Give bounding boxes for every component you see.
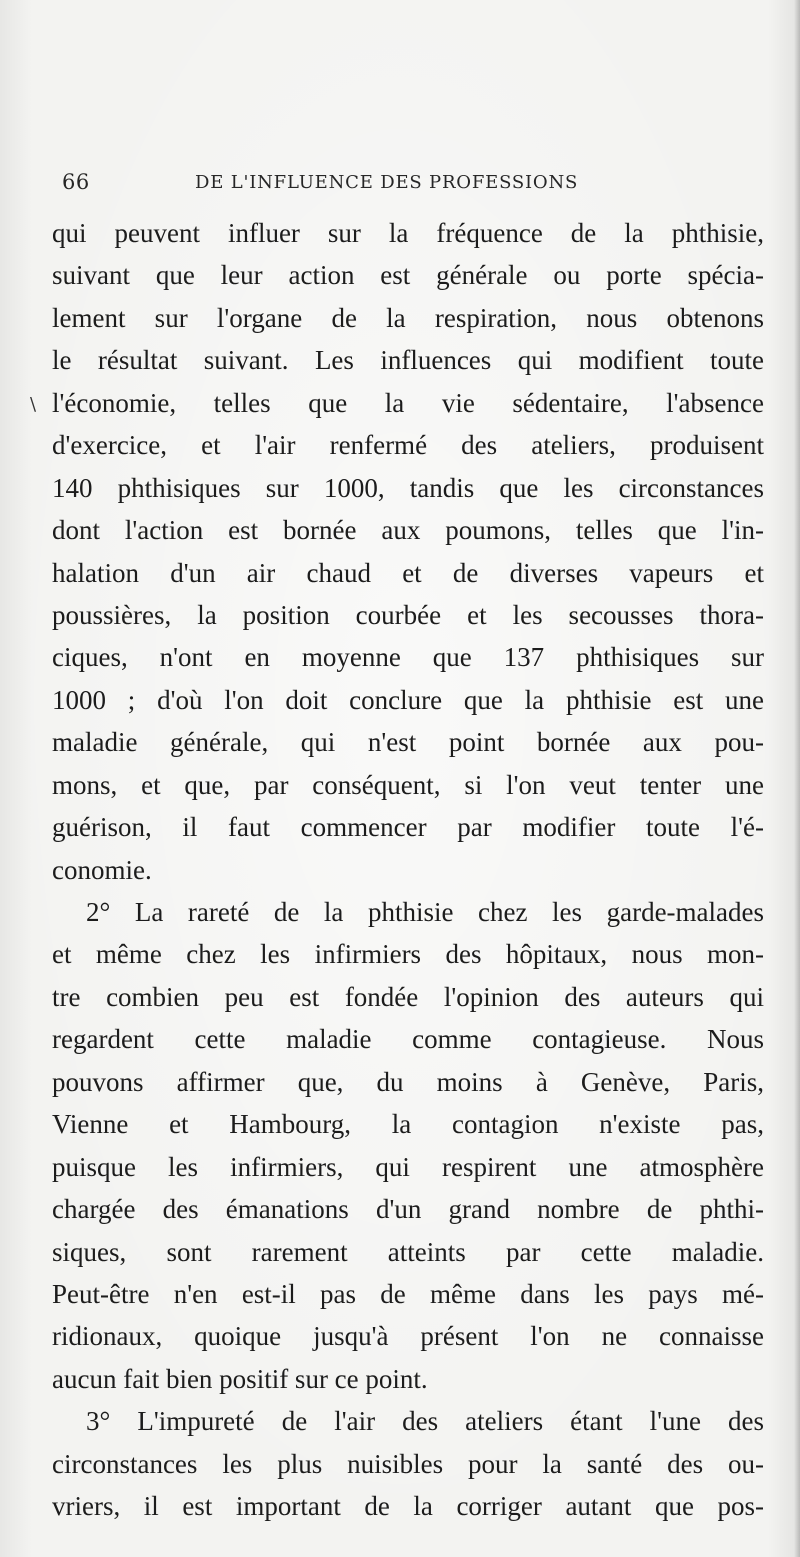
text-line: suivant que leur action est générale ou porte spécia-: [52, 260, 764, 291]
text-line: pouvons affirmer que, du moins à Genève, Paris,: [52, 1066, 764, 1097]
text-line: maladie générale, qui n'est point bornée aux pou-: [52, 727, 764, 758]
text-line: d'exercice, et l'air renfermé des ateliers, produisent: [52, 430, 764, 461]
text-line: mons, et que, par conséquent, si l'on veut tenter une: [52, 769, 764, 800]
text-line: 1000 ; d'où l'on doit conclure que la phthisie est une: [52, 684, 764, 715]
text-line: tre combien peu est fondée l'opinion des auteurs qui: [52, 981, 764, 1012]
text-line: ridionaux, quoique jusqu'à présent l'on ne connaisse: [52, 1321, 764, 1352]
page-edge-shadow: [794, 0, 800, 1557]
text-line: chargée des émanations d'un grand nombre de phthi-: [52, 1194, 764, 1225]
margin-pencil-mark: \: [30, 394, 37, 415]
text-line: siques, sont rarement atteints par cette maladie.: [52, 1236, 764, 1267]
text-line: ciques, n'ont en moyenne que 137 phthisiques sur: [52, 642, 764, 673]
text-line: regardent cette maladie comme contagieuse. Nous: [52, 1024, 764, 1055]
text-line: circonstances les plus nuisibles pour la santé des ou-: [52, 1448, 764, 1479]
text-line: vriers, il est important de la corriger autant que pos-: [52, 1491, 764, 1522]
running-head: [60, 168, 750, 198]
paragraph-start-line: 2° La rareté de la phthisie chez les garde-malades: [86, 897, 764, 927]
text-line: l'économie, telles que la vie sédentaire, l'absence: [52, 387, 764, 418]
paragraph-end-line: aucun fait bien positif sur ce point.: [52, 1363, 428, 1394]
text-line: poussières, la position courbée et les secousses thora-: [52, 599, 764, 630]
text-line: et même chez les infirmiers des hôpitaux, nous mon-: [52, 939, 764, 970]
text-line: lement sur l'organe de la respiration, nous obtenons: [52, 302, 764, 333]
paragraph-end-line: conomie.: [52, 854, 152, 885]
text-line: halation d'un air chaud et de diverses vapeurs et: [52, 557, 764, 588]
text-line: puisque les infirmiers, qui respirent une atmosphère: [52, 1151, 764, 1182]
text-line: guérison, il faut commencer par modifier toute l'é-: [52, 812, 764, 843]
text-line: Peut-être n'en est-il pas de même dans les pays mé-: [52, 1278, 764, 1309]
text-line: 140 phthisiques sur 1000, tandis que les circonstances: [52, 472, 764, 503]
page-number: 66: [62, 170, 90, 194]
text-line: le résultat suivant. Les influences qui modifient toute: [52, 345, 764, 376]
text-line: dont l'action est bornée aux poumons, telles que l'in-: [52, 515, 764, 546]
body-text: [52, 212, 764, 1528]
running-title: DE L'INFLUENCE DES PROFESSIONS: [195, 172, 579, 193]
paragraph-start-line: 3° L'impureté de l'air des ateliers étant l'une des: [86, 1406, 764, 1437]
text-line: qui peuvent influer sur la fréquence de la phthisie,: [52, 218, 764, 248]
text-line: Vienne et Hambourg, la contagion n'existe pas,: [52, 1109, 764, 1140]
